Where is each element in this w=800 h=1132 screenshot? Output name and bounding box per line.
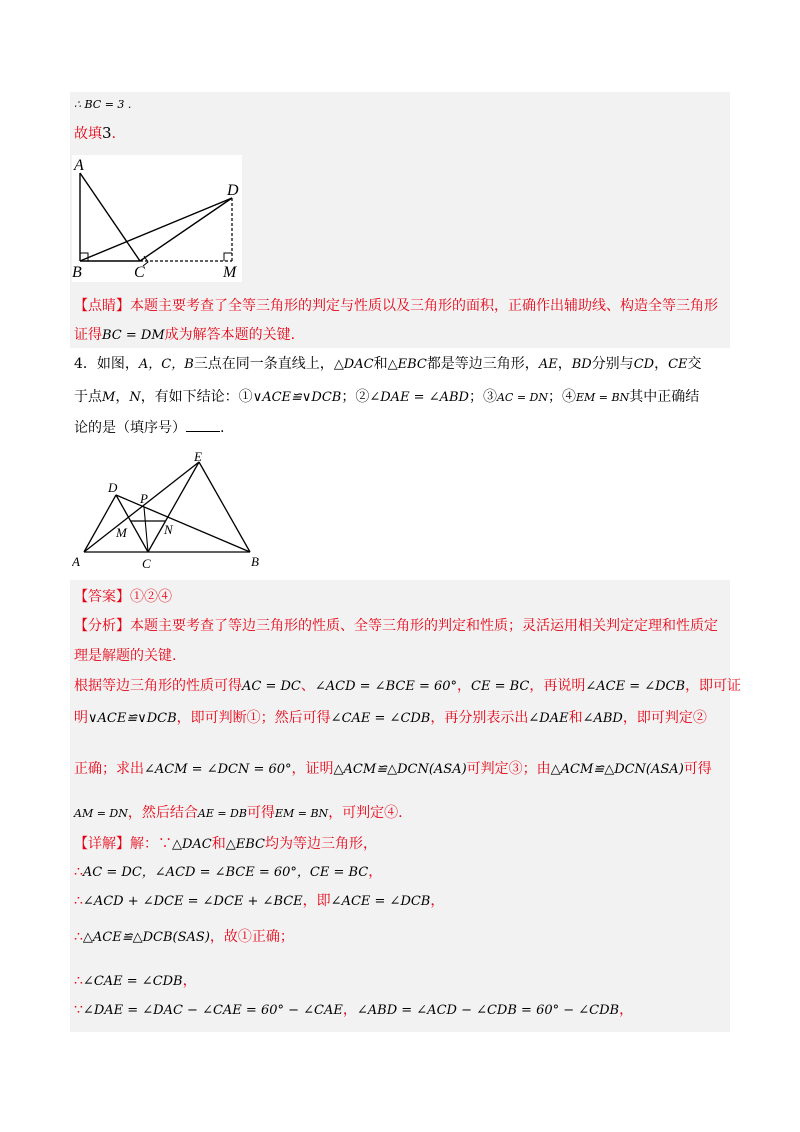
detail-line-3: ∴∠ACD + ∠DCE = ∠DCE + ∠BCE，即∠ACE = ∠DCB， <box>74 893 445 909</box>
fig2-label-e: E <box>194 450 202 464</box>
analysis-line-6: AM = DN，然后结合AE = DB可得EM = BN，可判定④. <box>74 805 403 821</box>
detail-line-4: ∴△ACE≌△DCB(SAS)，故①正确； <box>74 929 294 945</box>
fig1-label-d: D <box>227 182 239 199</box>
fig1-label-b: B <box>72 264 82 281</box>
fig2-label-b: B <box>251 554 259 569</box>
answer-blank <box>186 419 220 432</box>
analysis-line-1: 【分析】本题主要考查了等边三角形的性质、全等三角形的判定和性质；灵活运用相关判定定理和性质定 <box>74 618 718 634</box>
fig2-label-m: M <box>116 525 127 540</box>
analysis-line-2: 理是解题的关键. <box>74 648 177 664</box>
conclusion-bc-line: ∴ BC = 3 . <box>74 98 132 111</box>
fill-answer-line: 故填3. <box>74 124 116 142</box>
fig1-label-m: M <box>223 264 237 281</box>
fig1-label-a: A <box>74 157 84 174</box>
analysis-line-4: 明∨ACE≌∨DCB，即可判断①；然后可得∠CAE = ∠CDB，再分别表示出∠DAE和∠ABD，即可判定② <box>74 710 707 726</box>
geometry-figure-2 <box>72 450 272 572</box>
question4-line-1: 4．如图，A，C，B三点在同一条直线上，△DAC和△EBC都是等边三角形，AE，BD分别与CD，CE交 <box>74 356 702 372</box>
question4-line-3: 论的是（填序号） . <box>74 420 225 436</box>
fig2-label-d: D <box>108 480 118 495</box>
answer-line: 【答案】①②④ <box>74 589 172 605</box>
geometry-figure-1 <box>72 155 242 282</box>
comment-line-1: 【点睛】本题主要考查了全等三角形的判定与性质以及三角形的面积，正确作出辅助线、构造全等三角形 <box>74 298 718 314</box>
detail-line-6: ∵∠DAE = ∠DAC − ∠CAE = 60° − ∠CAE，∠ABD = ∠ACD − ∠CDB = 60° − ∠CDB， <box>74 1002 634 1018</box>
detail-line-5: ∴∠CAE = ∠CDB， <box>74 973 197 989</box>
fig2-label-a: A <box>72 554 80 569</box>
comment-line-2: 证得BC = DM成为解答本题的关键. <box>74 327 296 343</box>
analysis-line-3: 根据等边三角形的性质可得AC = DC、∠ACD = ∠BCE = 60°，CE = BC，再说明∠ACE = ∠DCB，即可证 <box>74 678 742 694</box>
detail-line-1: 【详解】解：∵△DAC和△EBC均为等边三角形， <box>74 836 377 852</box>
fig1-label-c: C <box>134 264 145 281</box>
question4-line-2: 于点M，N，有如下结论：①∨ACE≌∨DCB；②∠DAE = ∠ABD；③AC = DN；④EM = BN其中正确结 <box>74 389 700 405</box>
fig2-label-c: C <box>142 556 151 571</box>
analysis-line-5: 正确；求出∠ACM = ∠DCN = 60°，证明△ACM≌△DCN(ASA)可判定③；由△ACM≌△DCN(ASA)可得 <box>74 761 712 777</box>
fig2-label-p: P <box>140 491 148 506</box>
fig2-label-n: N <box>164 522 173 537</box>
detail-line-2: ∴AC = DC，∠ACD = ∠BCE = 60°，CE = BC， <box>74 864 383 880</box>
